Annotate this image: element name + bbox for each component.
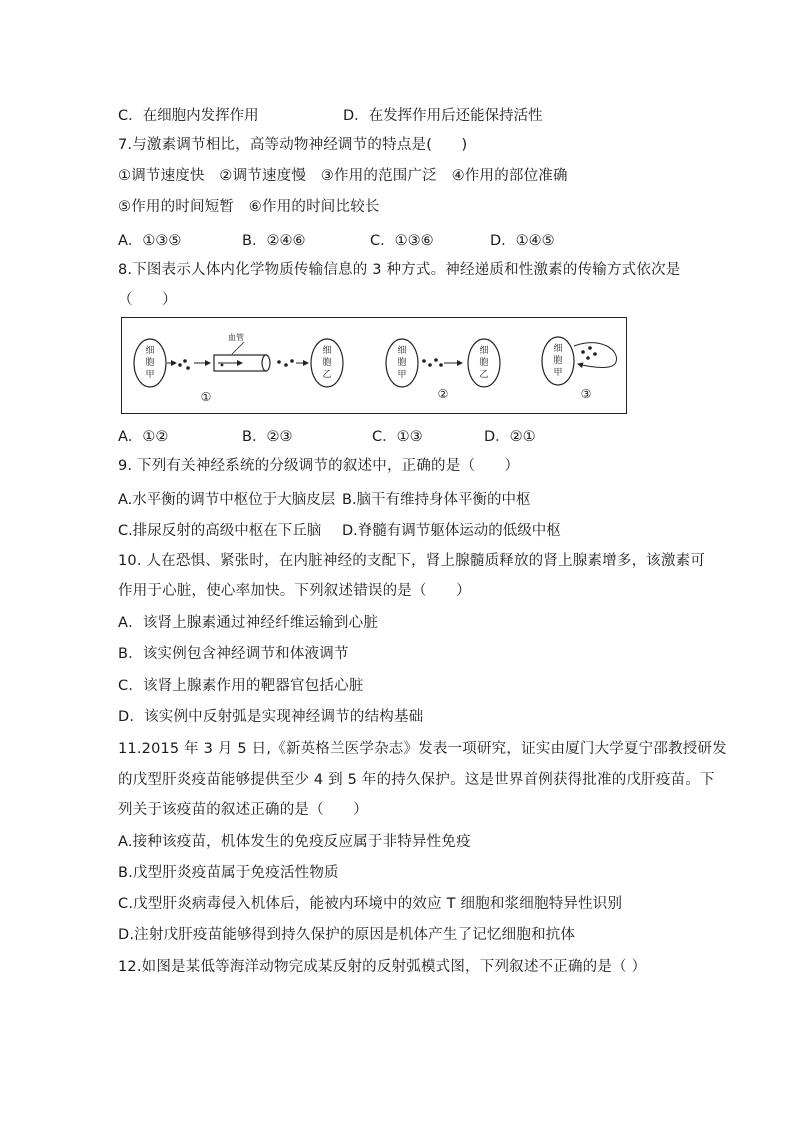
cell-yi-2-char3: 乙 — [479, 370, 489, 380]
cell-jia-1-char1: 细 — [145, 346, 155, 356]
q10-stem-line1: 10. 人在恐惧、紧张时，在内脏神经的支配下，肾上腺髓质释放的肾上腺素增多，该激素可 — [118, 553, 706, 569]
cell-yi-1-char1: 细 — [322, 346, 332, 356]
mode-2-label: ② — [437, 387, 449, 401]
q6-option-c: C．在细胞内发挥作用 — [118, 108, 259, 124]
cell-yi-2-char1: 细 — [479, 346, 489, 356]
q7-option-b: B．②④⑥ — [242, 233, 306, 249]
q10-option-c: C．该肾上腺素作用的靶器官包括心脏 — [118, 678, 364, 694]
q9-stem: 9. 下列有关神经系统的分级调节的叙述中，正确的是（ ） — [118, 458, 520, 474]
mode-3-autocrine — [542, 337, 617, 401]
q9-option-a: A.水平衡的调节中枢位于大脑皮层 — [118, 492, 336, 508]
q10-stem-line2: 作用于心脏，使心率加快。下列叙述错误的是（ ） — [118, 583, 471, 599]
q7-items-line1: ①调节速度快 ②调节速度慢 ③作用的范围广泛 ④作用的部位准确 — [118, 168, 568, 184]
q11-stem-line2: 的戊型肝炎疫苗能够提供至少 4 到 5 年的持久保护。这是世界首例获得批准的戊肝疫苗。下 — [118, 772, 715, 788]
q8-option-a: A．①② — [118, 429, 169, 445]
cell-jia-1-char2: 胞 — [145, 358, 155, 368]
q8-option-b: B．②③ — [242, 429, 293, 445]
q8-option-d: D．②① — [484, 429, 536, 445]
q8-stem-line1: 8.下图表示人体内化学物质传输信息的 3 种方式。神经递质和性激素的传输方式依次是 — [118, 262, 681, 278]
cell-jia-2-char1: 细 — [397, 346, 407, 356]
blood-vessel-label: 血管 — [228, 333, 244, 342]
cell-jia-3-char2: 胞 — [553, 356, 563, 366]
cell-jia-2-char3: 甲 — [397, 370, 407, 380]
cell-jia-3-char1: 细 — [553, 344, 563, 354]
signal-transmission-figure — [121, 317, 627, 414]
cell-jia-2-char2: 胞 — [397, 358, 407, 368]
mode-2-neural — [386, 339, 500, 401]
q11-option-a: A.接种该疫苗，机体发生的免疫反应属于非特异性免疫 — [118, 834, 471, 850]
cell-yi-1-char3: 乙 — [322, 370, 332, 380]
q7-option-d: D．①④⑤ — [490, 233, 555, 249]
q11-stem-line1: 11.2015 年 3 月 5 日,《新英格兰医学杂志》发表一项研究，证实由厦门大学夏宁邵教授研发 — [118, 741, 727, 757]
q11-stem-line3: 列关于该疫苗的叙述正确的是（ ） — [118, 802, 368, 818]
mode-1-label: ① — [200, 390, 212, 404]
q7-option-c: C．①③⑥ — [370, 233, 434, 249]
q10-option-d: D．该实例中反射弧是实现神经调节的结构基础 — [118, 709, 424, 725]
q11-option-d: D.注射戊肝疫苗能够得到持久保护的原因是机体产生了记忆细胞和抗体 — [118, 927, 576, 943]
q11-option-b: B.戊型肝炎疫苗属于免疫活性物质 — [118, 865, 339, 881]
q9-option-d: D.脊髓有调节躯体运动的低级中枢 — [342, 523, 561, 539]
q7-items-line2: ⑤作用的时间短暂 ⑥作用的时间比较长 — [118, 199, 380, 215]
cell-jia-3-char3: 甲 — [553, 368, 563, 378]
q10-option-a: A．该肾上腺素通过神经纤维运输到心脏 — [118, 615, 379, 631]
cell-yi-2-char2: 胞 — [479, 358, 489, 368]
q11-option-c: C.戊型肝炎病毒侵入机体后，能被内环境中的效应 T 细胞和浆细胞特异性识别 — [118, 896, 623, 912]
q7-option-a: A．①③⑤ — [118, 233, 182, 249]
q8-stem-line2: （ ） — [118, 292, 177, 308]
q9-option-c: C.排尿反射的高级中枢在下丘脑 — [118, 523, 322, 539]
q12-stem: 12.如图是某低等海洋动物完成某反射的反射弧模式图，下列叙述不正确的是（ ） — [118, 959, 647, 975]
q9-option-b: B.脑干有维持身体平衡的中枢 — [342, 492, 531, 508]
mode-1-endocrine — [134, 332, 343, 404]
cell-yi-1-char2: 胞 — [322, 358, 332, 368]
figure-svg — [122, 318, 626, 413]
q8-option-c: C．①③ — [372, 429, 423, 445]
q10-option-b: B．该实例包含神经调节和体液调节 — [118, 646, 349, 662]
q6-option-d: D．在发挥作用后还能保持活性 — [343, 108, 543, 124]
mode-3-label: ③ — [580, 387, 592, 401]
cell-jia-1-char3: 甲 — [145, 370, 155, 380]
q7-stem: 7.与激素调节相比，高等动物神经调节的特点是( ) — [118, 137, 468, 153]
